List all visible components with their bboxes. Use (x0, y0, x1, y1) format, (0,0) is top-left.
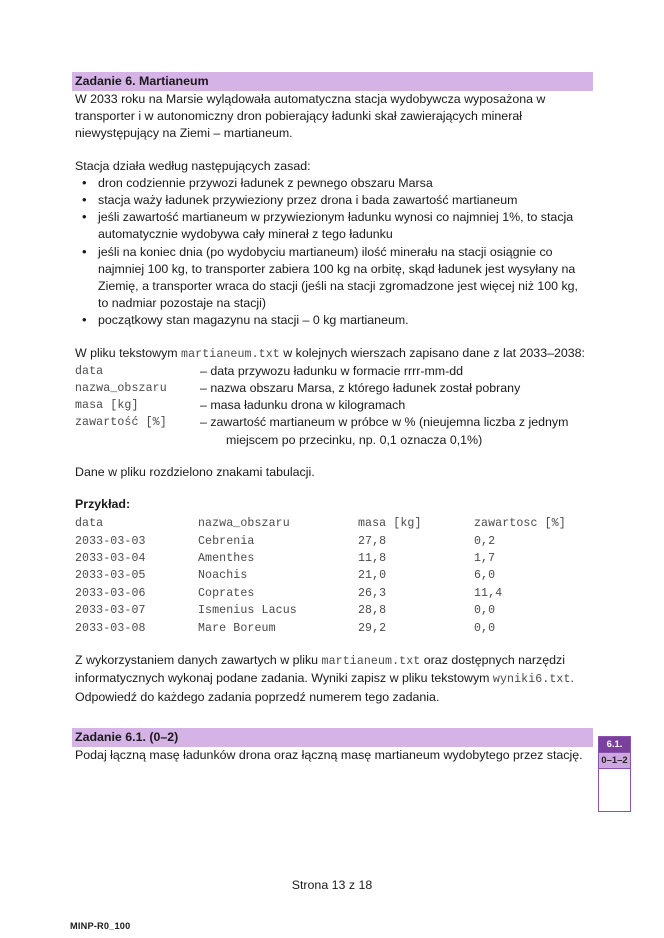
cell-content: 0,0 (474, 604, 496, 618)
file-intro-after: w kolejnych wierszach zapisano dane z lat 2033–2038: (279, 345, 585, 360)
field-description: – masa ładunku drona w kilogramach (200, 398, 406, 413)
table-row (75, 567, 590, 584)
subtask-header-band: Zadanie 6.1. (0–2) (72, 728, 593, 747)
list-item (75, 380, 590, 397)
table-row (75, 533, 590, 550)
cell-mass: 27,8 (358, 534, 387, 548)
cell-area: Cebrenia (198, 534, 255, 548)
column-header-mass: masa [kg] (358, 517, 422, 531)
example-label: Przykład: (75, 497, 131, 512)
cell-area: Noachis (198, 569, 248, 583)
table-row (75, 620, 590, 637)
field-description-line2: miejscem po przecinku, np. 0,1 oznacza 0,1%) (226, 432, 483, 447)
cell-mass: 11,8 (358, 552, 387, 566)
list-item: • stacja waży ładunek przywieziony przez drona i bada zawartość martianeum (75, 192, 590, 209)
table-row (75, 602, 590, 619)
table-header-row (75, 515, 590, 532)
page-content (75, 72, 590, 764)
field-term: nazwa_obszaru (75, 382, 167, 396)
score-box-answer-field[interactable] (599, 769, 630, 811)
column-header-data: data (75, 517, 104, 531)
cell-date: 2033-03-04 (75, 552, 146, 566)
cell-date: 2033-03-03 (75, 534, 146, 548)
cell-mass: 28,8 (358, 604, 387, 618)
section-spacer (75, 706, 590, 728)
score-box-points-scale: 0–1–2 (599, 753, 630, 769)
field-term: zawartość [%] (75, 416, 167, 430)
table-row (75, 550, 590, 567)
instructions-file-code: martianeum.txt (321, 655, 421, 669)
rules-list (75, 175, 590, 330)
cell-mass: 29,2 (358, 621, 387, 635)
instructions-middle: oraz dostępnych narzędzi informatycznych wykonaj podane zadania. Wyniki zapisz w pliku tekstowym (75, 653, 565, 686)
score-box (598, 736, 631, 812)
field-term: data (75, 364, 104, 378)
cell-content: 11,4 (474, 586, 503, 600)
column-header-content: zawartosc [%] (474, 517, 566, 531)
footer-page-number: Strona 13 z 18 (291, 878, 373, 892)
list-item (75, 363, 590, 380)
footer-exam-code: MINP-R0_100 (70, 921, 131, 931)
cell-mass: 21,0 (358, 569, 387, 583)
field-description: – data przywozu ładunku w formacie rrrr-mm-dd (200, 363, 464, 378)
separator-note: Dane w pliku rozdzielono znakami tabulacji. (75, 464, 315, 479)
field-description-line1: – zawartość martianeum w próbce w % (nieujemna liczba z jednym (200, 415, 569, 430)
field-description (200, 414, 568, 448)
field-term: masa [kg] (75, 399, 139, 413)
score-box-task-number: 6.1. (599, 737, 630, 753)
cell-date: 2033-03-08 (75, 621, 146, 635)
cell-area: Mare Boreum (198, 621, 276, 635)
list-item (75, 414, 590, 448)
task-intro-paragraph: W 2033 roku na Marsie wylądowała automatyczna stacja wydobywcza wyposażona w transporter i w autonomiczny dron pobierający ładunki skał zawierających minerał niewystępujący na Ziemi – martianeum. (75, 92, 546, 141)
cell-content: 0,2 (474, 534, 496, 548)
list-item: • jeśli na koniec dnia (po wydobyciu martianeum) ilość minerału na stacji osiągnie co najmniej 100 kg, to transporter zabiera 100 kg na orbitę, skąd ładunek jest wysyłany na Ziemię, a transporter wraca do stacji (jeśli na stacji zgromadzone jest więcej niż 100 kg, to nadmiar pozostaje na stacji) (75, 244, 590, 313)
subtask-body-text: Podaj łączną masę ładunków drona oraz łączną masę martianeum wydobytego przez stację. (75, 747, 583, 762)
instructions-end: . (570, 671, 574, 686)
list-item (75, 397, 590, 414)
cell-area: Ismenius Lacus (198, 604, 297, 618)
list-item: • początkowy stan magazynu na stacji – 0 kg martianeum. (75, 312, 590, 329)
instructions-paragraph (75, 652, 590, 688)
instructions-output-code: wyniki6.txt (492, 673, 571, 687)
list-item: • jeśli zawartość martianeum w przywiezionym ładunku wynosi co najmniej 1%, to stacja automatycznie wydobywa cały minerał z tego ładunku (75, 209, 590, 243)
task-header-band: Zadanie 6. Martianeum (72, 72, 593, 91)
file-intro-before: W pliku tekstowym (75, 345, 182, 360)
example-data-table (75, 515, 590, 637)
list-item: • dron codziennie przywozi ładunek z pewnego obszaru Marsa (75, 175, 590, 192)
column-header-area: nazwa_obszaru (198, 517, 290, 531)
cell-mass: 26,3 (358, 586, 387, 600)
cell-content: 1,7 (474, 552, 496, 566)
cell-content: 6,0 (474, 569, 496, 583)
cell-area: Coprates (198, 586, 255, 600)
instructions-second-line: Odpowiedź do każdego zadania poprzedź numerem tego zadania. (75, 689, 440, 704)
field-definition-list (75, 363, 590, 449)
file-intro-paragraph (75, 345, 590, 363)
cell-date: 2033-03-06 (75, 586, 146, 600)
rules-lead-text: Stacja działa według następujących zasad: (75, 158, 311, 173)
file-name-code: martianeum.txt (181, 347, 280, 361)
table-row (75, 585, 590, 602)
cell-area: Amenthes (198, 552, 255, 566)
cell-date: 2033-03-05 (75, 569, 146, 583)
cell-content: 0,0 (474, 621, 496, 635)
cell-date: 2033-03-07 (75, 604, 146, 618)
field-description: – nazwa obszaru Marsa, z którego ładunek został pobrany (200, 381, 521, 396)
instructions-before: Z wykorzystaniem danych zawartych w pliku (75, 653, 322, 668)
